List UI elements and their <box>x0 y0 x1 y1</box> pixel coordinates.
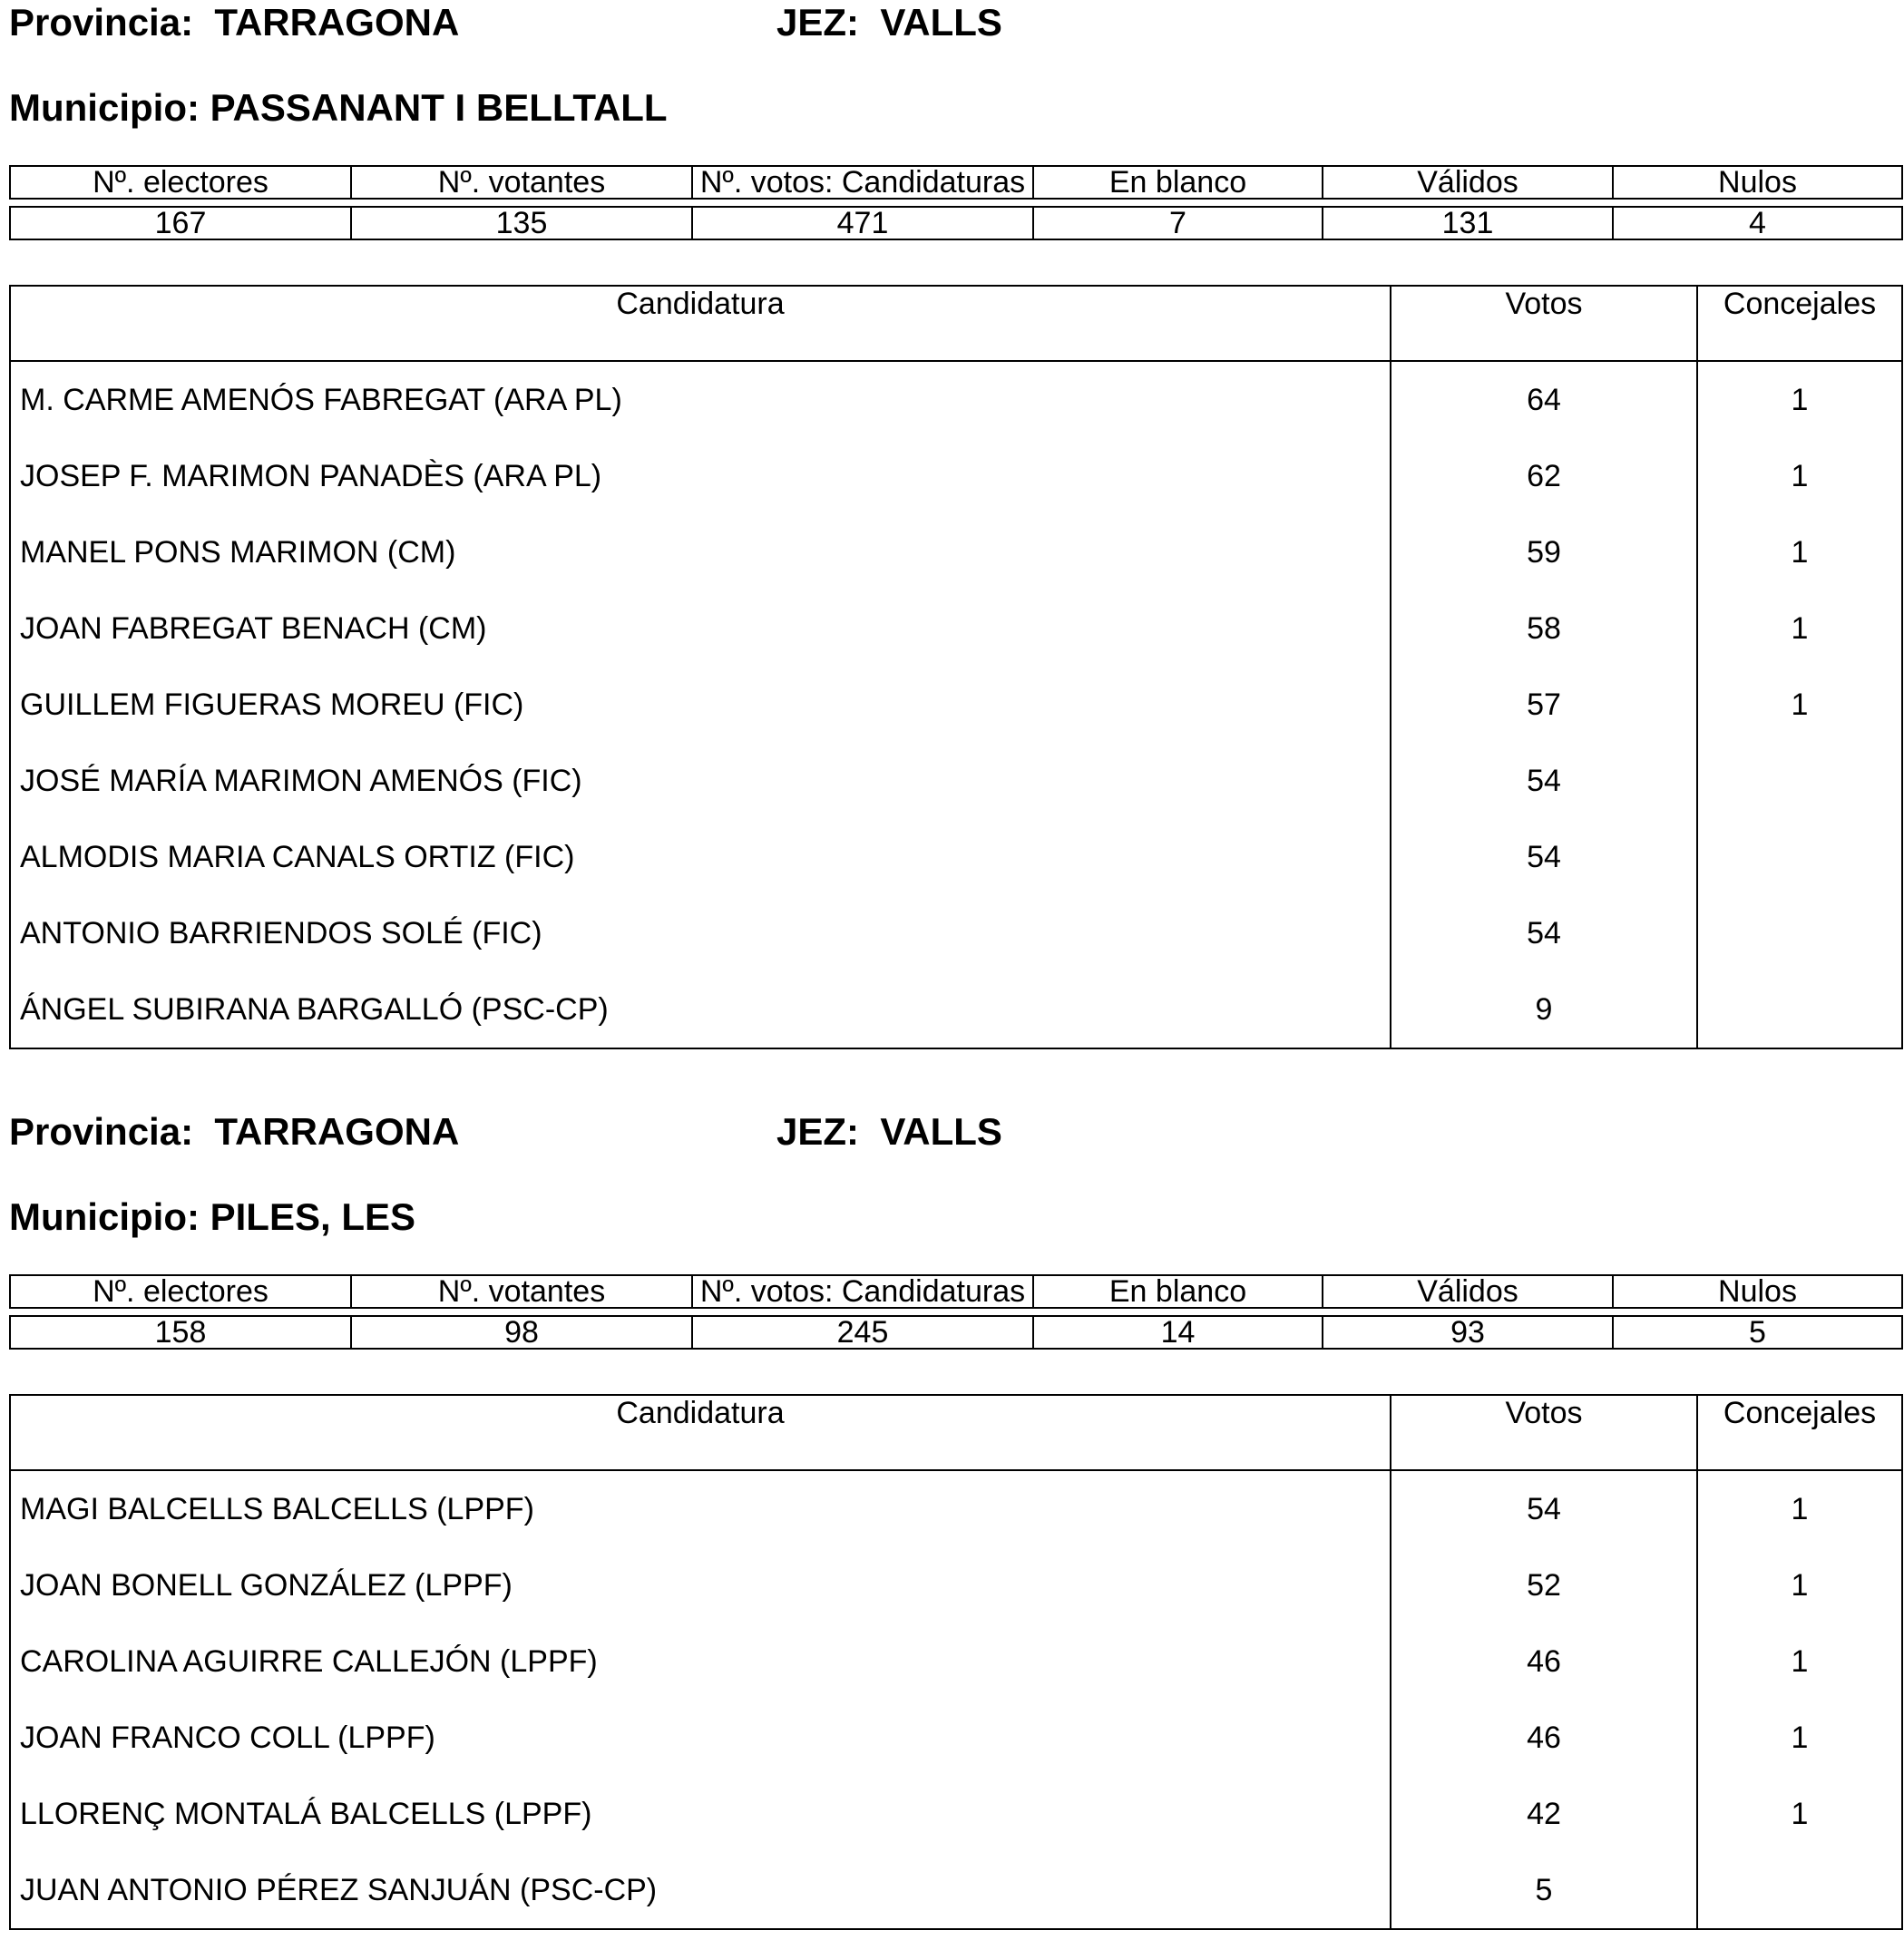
table-row <box>10 1547 1902 1623</box>
value-votos-candidaturas: 245 <box>692 1316 1033 1349</box>
candidate-councillors <box>1697 1852 1902 1929</box>
summary-header-row <box>10 1275 1902 1308</box>
candidate-name: JOAN FRANCO COLL (LPPF) <box>10 1700 1391 1776</box>
candidate-name: MANEL PONS MARIMON (CM) <box>10 514 1391 590</box>
candidate-votes: 46 <box>1391 1700 1697 1776</box>
candidate-name: ANTONIO BARRIENDOS SOLÉ (FIC) <box>10 895 1391 971</box>
table-row <box>10 1776 1902 1852</box>
candidates-header-row <box>10 286 1902 361</box>
candidate-votes: 42 <box>1391 1776 1697 1852</box>
value-en-blanco: 7 <box>1033 207 1323 239</box>
candidate-name: JOSÉ MARÍA MARIMON AMENÓS (FIC) <box>10 743 1391 819</box>
table-row <box>10 1700 1902 1776</box>
candidate-votes: 62 <box>1391 438 1697 514</box>
header-votantes: Nº. votantes <box>351 1275 692 1308</box>
candidate-name: ALMODIS MARIA CANALS ORTIZ (FIC) <box>10 819 1391 895</box>
value-votantes: 135 <box>351 207 692 239</box>
candidate-votes: 54 <box>1391 819 1697 895</box>
candidate-councillors: 1 <box>1791 1721 1809 1755</box>
candidate-name: JUAN ANTONIO PÉREZ SANJUÁN (PSC-CP) <box>10 1852 1391 1929</box>
candidate-councillors: 1 <box>1791 1492 1809 1526</box>
header-validos: Válidos <box>1323 166 1613 199</box>
candidate-councillors <box>1697 819 1902 895</box>
table-row <box>10 361 1902 438</box>
candidate-votes: 54 <box>1391 1470 1697 1547</box>
value-en-blanco: 14 <box>1033 1316 1323 1349</box>
table-row <box>10 895 1902 971</box>
summary-values-row <box>10 1316 1902 1349</box>
candidate-votes: 52 <box>1391 1547 1697 1623</box>
candidates-table <box>9 1394 1903 1930</box>
candidate-name: JOAN BONELL GONZÁLEZ (LPPF) <box>10 1547 1391 1623</box>
header-electores: Nº. electores <box>10 166 351 199</box>
summary-header-row <box>10 166 1902 199</box>
candidate-councillors <box>1697 743 1902 819</box>
summary-values-table <box>9 1315 1903 1350</box>
value-votantes: 98 <box>351 1316 692 1349</box>
summary-values-row <box>10 207 1902 239</box>
value-nulos: 5 <box>1613 1316 1902 1349</box>
header-votantes: Nº. votantes <box>351 166 692 199</box>
header-votos: Votos <box>1391 286 1697 361</box>
candidate-councillors <box>1697 895 1902 971</box>
header-en-blanco: En blanco <box>1033 1275 1323 1308</box>
candidate-councillors: 1 <box>1791 611 1809 646</box>
candidate-name: GUILLEM FIGUERAS MOREU (FIC) <box>10 667 1391 743</box>
value-electores: 158 <box>10 1316 351 1349</box>
table-row <box>10 667 1902 743</box>
candidate-votes: 64 <box>1391 361 1697 438</box>
summary-values-table <box>9 206 1903 240</box>
candidate-councillors: 1 <box>1791 1797 1809 1831</box>
header-concejales: Concejales <box>1697 286 1902 361</box>
candidate-votes: 5 <box>1391 1852 1697 1929</box>
candidate-councillors: 1 <box>1791 459 1809 493</box>
table-row <box>10 590 1902 667</box>
candidate-name: ÁNGEL SUBIRANA BARGALLÓ (PSC-CP) <box>10 971 1391 1048</box>
value-validos: 131 <box>1323 207 1613 239</box>
table-row <box>10 438 1902 514</box>
candidate-councillors: 1 <box>1791 383 1809 417</box>
candidate-councillors: 1 <box>1791 535 1809 570</box>
value-votos-candidaturas: 471 <box>692 207 1033 239</box>
header-en-blanco: En blanco <box>1033 166 1323 199</box>
provincia-label: Provincia: TARRAGONA <box>9 1 460 44</box>
header-validos: Válidos <box>1323 1275 1613 1308</box>
candidate-name: LLORENÇ MONTALÁ BALCELLS (LPPF) <box>10 1776 1391 1852</box>
header-nulos: Nulos <box>1613 166 1902 199</box>
candidate-votes: 46 <box>1391 1623 1697 1700</box>
table-row <box>10 1470 1902 1547</box>
candidate-name: JOAN FABREGAT BENACH (CM) <box>10 590 1391 667</box>
header-electores: Nº. electores <box>10 1275 351 1308</box>
candidate-councillors <box>1697 971 1902 1048</box>
table-row <box>10 971 1902 1048</box>
candidate-votes: 9 <box>1391 971 1697 1048</box>
value-electores: 167 <box>10 207 351 239</box>
summary-header-table <box>9 165 1903 200</box>
candidate-name: MAGI BALCELLS BALCELLS (LPPF) <box>10 1470 1391 1547</box>
candidates-header-row <box>10 1395 1902 1470</box>
candidate-votes: 54 <box>1391 743 1697 819</box>
table-row <box>10 1623 1902 1700</box>
header-candidatura: Candidatura <box>10 1395 1391 1470</box>
candidate-name: JOSEP F. MARIMON PANADÈS (ARA PL) <box>10 438 1391 514</box>
candidate-councillors: 1 <box>1791 1644 1809 1679</box>
value-validos: 93 <box>1323 1316 1613 1349</box>
table-row <box>10 819 1902 895</box>
candidate-votes: 54 <box>1391 895 1697 971</box>
header-nulos: Nulos <box>1613 1275 1902 1308</box>
candidate-name: CAROLINA AGUIRRE CALLEJÓN (LPPF) <box>10 1623 1391 1700</box>
municipio-label: Municipio: PILES, LES <box>9 1195 416 1238</box>
municipio-label: Municipio: PASSANANT I BELLTALL <box>9 86 668 129</box>
value-nulos: 4 <box>1613 207 1902 239</box>
candidate-councillors: 1 <box>1791 687 1809 722</box>
candidate-votes: 57 <box>1391 667 1697 743</box>
candidate-votes: 59 <box>1391 514 1697 590</box>
candidate-votes: 58 <box>1391 590 1697 667</box>
candidates-table <box>9 285 1903 1049</box>
table-row <box>10 743 1902 819</box>
header-votos-candidaturas: Nº. votos: Candidaturas <box>692 166 1033 199</box>
candidate-name: M. CARME AMENÓS FABREGAT (ARA PL) <box>10 361 1391 438</box>
jez-label: JEZ: VALLS <box>776 1 1002 44</box>
header-votos: Votos <box>1391 1395 1697 1470</box>
table-row <box>10 1852 1902 1929</box>
header-votos-candidaturas: Nº. votos: Candidaturas <box>692 1275 1033 1308</box>
summary-header-table <box>9 1274 1903 1309</box>
header-concejales: Concejales <box>1697 1395 1902 1470</box>
jez-label: JEZ: VALLS <box>776 1110 1002 1153</box>
header-candidatura: Candidatura <box>10 286 1391 361</box>
provincia-label: Provincia: TARRAGONA <box>9 1110 460 1153</box>
table-row <box>10 514 1902 590</box>
candidate-councillors: 1 <box>1791 1568 1809 1603</box>
